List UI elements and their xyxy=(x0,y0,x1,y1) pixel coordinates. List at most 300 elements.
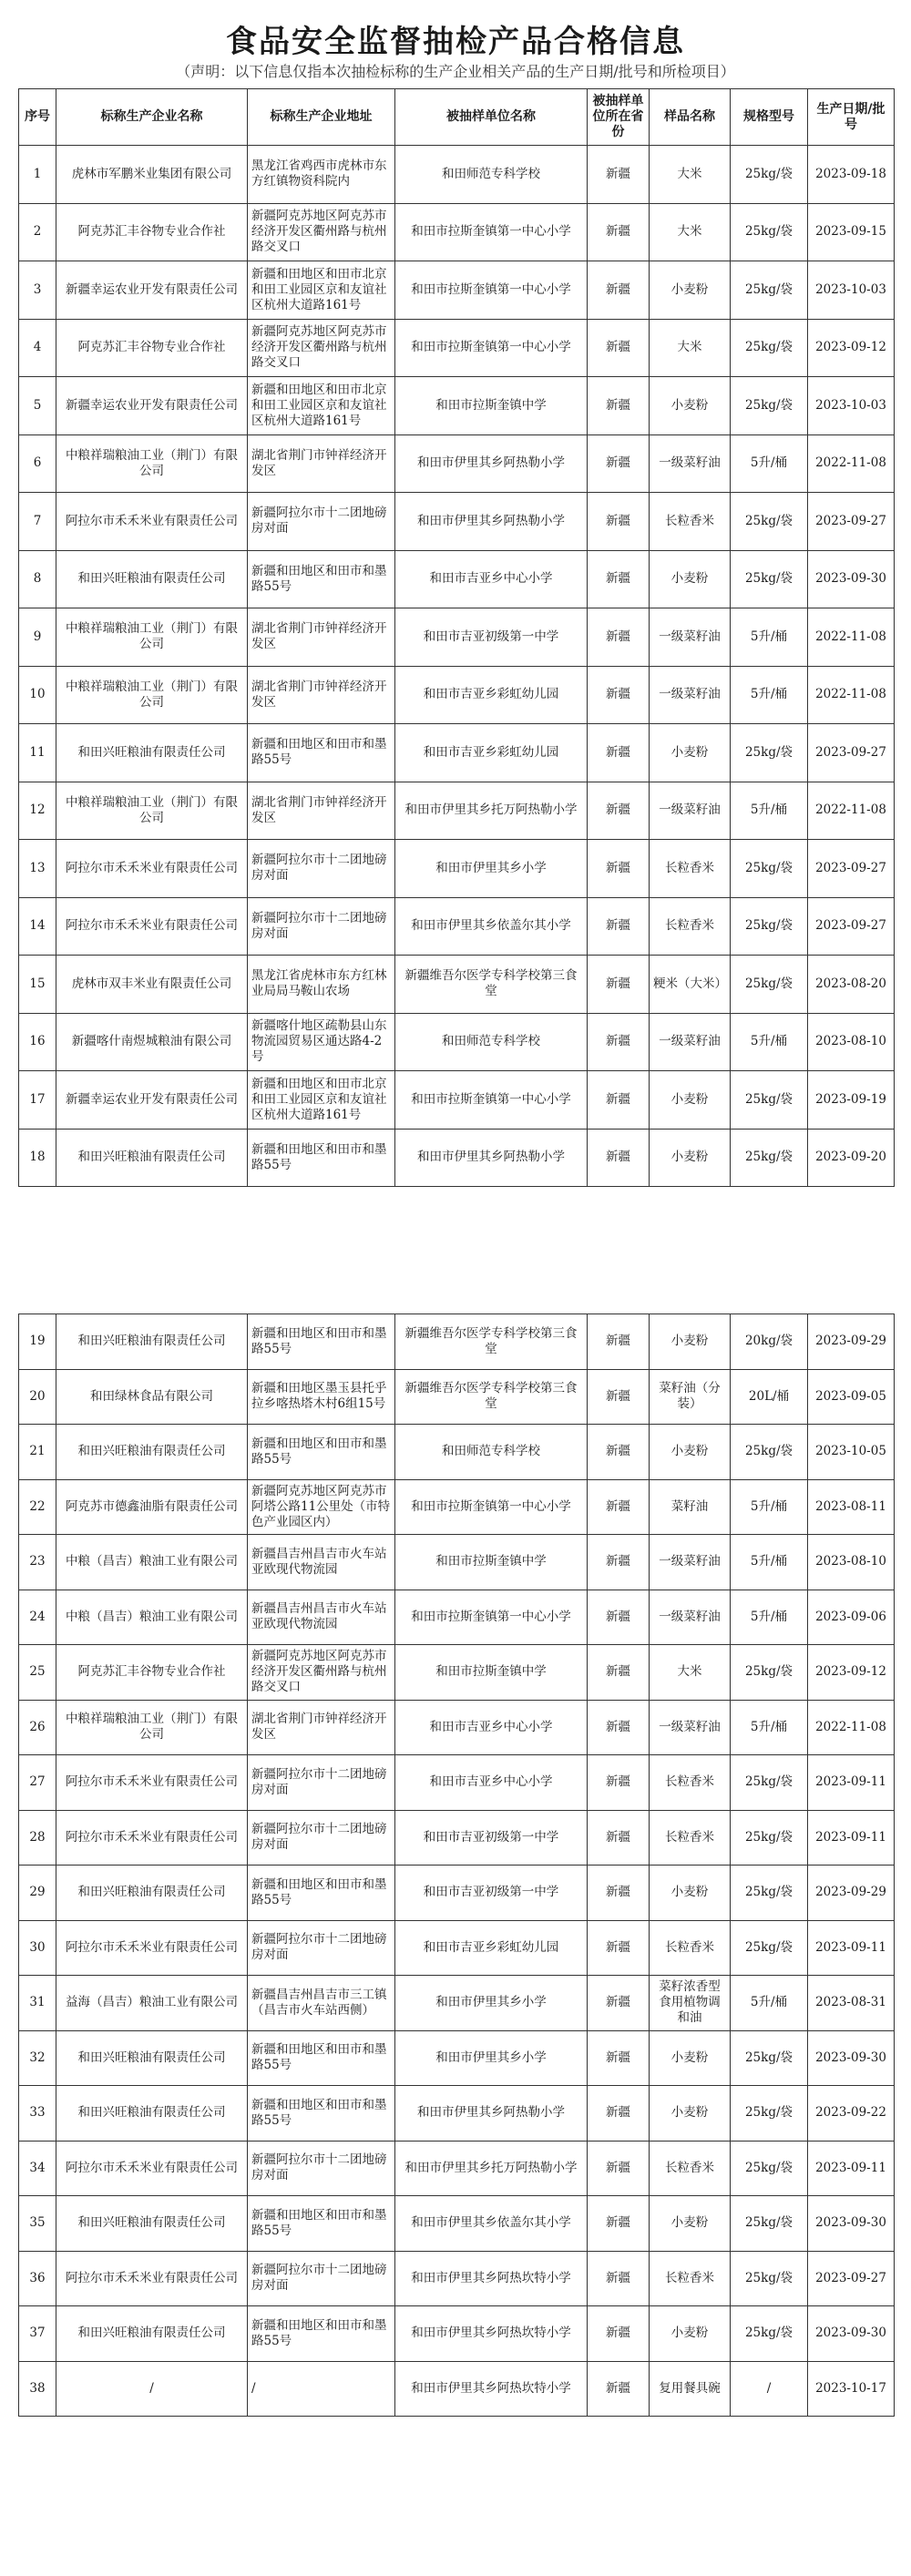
table-row xyxy=(19,1590,895,1645)
cell-production-date: 2023-08-31 xyxy=(808,1976,895,2031)
cell-production-date: 2023-09-27 xyxy=(808,493,895,551)
cell-manufacturer-address: 新疆喀什地区疏勒县山东物流园贸易区通达路4-2号 xyxy=(248,1013,395,1071)
cell-index: 25 xyxy=(19,1645,56,1701)
cell-sample-name: 一级菜籽油 xyxy=(650,1700,731,1755)
cell-manufacturer-name: 和田兴旺粮油有限责任公司 xyxy=(56,1866,248,1921)
cell-sampled-unit: 和田市伊里其乡阿热坎特小学 xyxy=(395,2251,588,2306)
header-production-date: 生产日期/批号 xyxy=(808,89,895,146)
cell-spec: 25kg/袋 xyxy=(731,1920,808,1976)
cell-province: 新疆 xyxy=(588,203,650,261)
header-sampled-unit: 被抽样单位名称 xyxy=(395,89,588,146)
cell-manufacturer-address: 新疆阿克苏地区阿克苏市经济开发区衢州路与杭州路交叉口 xyxy=(248,1645,395,1701)
cell-manufacturer-address: 新疆和田地区和田市和墨路55号 xyxy=(248,1314,395,1370)
cell-province: 新疆 xyxy=(588,897,650,956)
cell-production-date: 2023-09-29 xyxy=(808,1866,895,1921)
cell-province: 新疆 xyxy=(588,493,650,551)
cell-manufacturer-name: 阿拉尔市禾禾米业有限责任公司 xyxy=(56,840,248,898)
table-row xyxy=(19,1369,895,1425)
cell-spec: 25kg/袋 xyxy=(731,1071,808,1130)
table-row xyxy=(19,1129,895,1187)
cell-spec: 25kg/袋 xyxy=(731,2086,808,2142)
cell-sample-name: 大米 xyxy=(650,1645,731,1701)
cell-production-date: 2023-10-03 xyxy=(808,377,895,435)
cell-production-date: 2023-09-27 xyxy=(808,897,895,956)
cell-manufacturer-name: 虎林市双丰米业有限责任公司 xyxy=(56,956,248,1014)
cell-manufacturer-address: 新疆和田地区和田市北京和田工业园区京和友谊社区杭州大道路161号 xyxy=(248,377,395,435)
cell-province: 新疆 xyxy=(588,1700,650,1755)
cell-production-date: 2023-09-11 xyxy=(808,1920,895,1976)
cell-spec: 5升/桶 xyxy=(731,782,808,840)
cell-index: 11 xyxy=(19,724,56,782)
cell-index: 16 xyxy=(19,1013,56,1071)
cell-province: 新疆 xyxy=(588,2141,650,2196)
header-manufacturer-address: 标称生产企业地址 xyxy=(248,89,395,146)
cell-production-date: 2023-09-11 xyxy=(808,1755,895,1811)
cell-index: 28 xyxy=(19,1810,56,1866)
cell-manufacturer-name: 益海（昌吉）粮油工业有限公司 xyxy=(56,1976,248,2031)
cell-manufacturer-name: 新疆幸运农业开发有限责任公司 xyxy=(56,1071,248,1130)
cell-spec: 25kg/袋 xyxy=(731,2196,808,2252)
cell-manufacturer-address: 新疆和田地区和田市和墨路55号 xyxy=(248,724,395,782)
cell-manufacturer-address: 湖北省荆门市钟祥经济开发区 xyxy=(248,608,395,667)
cell-sample-name: 长粒香米 xyxy=(650,1810,731,1866)
cell-production-date: 2023-09-20 xyxy=(808,1129,895,1187)
cell-province: 新疆 xyxy=(588,666,650,724)
cell-manufacturer-name: 阿拉尔市禾禾米业有限责任公司 xyxy=(56,1920,248,1976)
cell-sampled-unit: 和田市伊里其乡依盖尔其小学 xyxy=(395,2196,588,2252)
cell-manufacturer-name: 阿拉尔市禾禾米业有限责任公司 xyxy=(56,897,248,956)
cell-province: 新疆 xyxy=(588,1645,650,1701)
cell-manufacturer-name: 和田兴旺粮油有限责任公司 xyxy=(56,724,248,782)
cell-manufacturer-address: 湖北省荆门市钟祥经济开发区 xyxy=(248,666,395,724)
cell-manufacturer-address: 新疆和田地区和田市北京和田工业园区京和友谊社区杭州大道路161号 xyxy=(248,1071,395,1130)
cell-province: 新疆 xyxy=(588,2361,650,2417)
header-sample-name: 样品名称 xyxy=(650,89,731,146)
cell-manufacturer-name: 和田兴旺粮油有限责任公司 xyxy=(56,1129,248,1187)
table-row xyxy=(19,2030,895,2086)
cell-index: 24 xyxy=(19,1590,56,1645)
cell-sampled-unit: 和田市拉斯奎镇中学 xyxy=(395,377,588,435)
cell-manufacturer-address: 新疆阿克苏地区阿克苏市阿塔公路11公里处（市特色产业园区内） xyxy=(248,1479,395,1535)
cell-index: 38 xyxy=(19,2361,56,2417)
cell-sample-name: 大米 xyxy=(650,203,731,261)
cell-index: 12 xyxy=(19,782,56,840)
cell-province: 新疆 xyxy=(588,1479,650,1535)
cell-index: 33 xyxy=(19,2086,56,2142)
cell-index: 31 xyxy=(19,1976,56,2031)
cell-sampled-unit: 新疆维吾尔医学专科学校第三食堂 xyxy=(395,1369,588,1425)
cell-index: 35 xyxy=(19,2196,56,2252)
cell-manufacturer-address: 新疆阿拉尔市十二团地磅房对面 xyxy=(248,840,395,898)
cell-province: 新疆 xyxy=(588,782,650,840)
cell-manufacturer-address: 新疆昌吉州昌吉市火车站亚欧现代物流园 xyxy=(248,1590,395,1645)
cell-province: 新疆 xyxy=(588,1810,650,1866)
table-row xyxy=(19,377,895,435)
cell-production-date: 2022-11-08 xyxy=(808,608,895,667)
cell-production-date: 2023-09-12 xyxy=(808,319,895,377)
cell-sampled-unit: 和田师范专科学校 xyxy=(395,1013,588,1071)
cell-index: 34 xyxy=(19,2141,56,2196)
cell-spec: 25kg/袋 xyxy=(731,1425,808,1480)
cell-province: 新疆 xyxy=(588,261,650,320)
cell-production-date: 2023-09-27 xyxy=(808,724,895,782)
cell-manufacturer-address: 新疆昌吉州昌吉市三工镇（昌吉市火车站西侧） xyxy=(248,1976,395,2031)
cell-province: 新疆 xyxy=(588,2306,650,2362)
table-row xyxy=(19,1314,895,1370)
cell-sample-name: 长粒香米 xyxy=(650,1920,731,1976)
table-row xyxy=(19,2141,895,2196)
cell-sampled-unit: 和田市吉亚乡彩虹幼儿园 xyxy=(395,666,588,724)
cell-manufacturer-name: 阿拉尔市禾禾米业有限责任公司 xyxy=(56,2251,248,2306)
table-row xyxy=(19,840,895,898)
cell-production-date: 2023-09-05 xyxy=(808,1369,895,1425)
cell-sample-name: 小麦粉 xyxy=(650,1314,731,1370)
cell-manufacturer-address: 黑龙江省虎林市东方红林业局局马鞍山农场 xyxy=(248,956,395,1014)
cell-index: 18 xyxy=(19,1129,56,1187)
cell-index: 2 xyxy=(19,203,56,261)
cell-sampled-unit: 和田市吉亚初级第一中学 xyxy=(395,1866,588,1921)
cell-production-date: 2023-09-06 xyxy=(808,1590,895,1645)
table-row xyxy=(19,897,895,956)
cell-spec: 25kg/袋 xyxy=(731,550,808,608)
cell-manufacturer-name: 阿克苏汇丰谷物专业合作社 xyxy=(56,1645,248,1701)
cell-manufacturer-name: 阿拉尔市禾禾米业有限责任公司 xyxy=(56,1755,248,1811)
cell-sample-name: 长粒香米 xyxy=(650,2141,731,2196)
cell-spec: 5升/桶 xyxy=(731,1976,808,2031)
cell-sample-name: 长粒香米 xyxy=(650,840,731,898)
cell-index: 21 xyxy=(19,1425,56,1480)
cell-sampled-unit: 和田市拉斯奎镇中学 xyxy=(395,1645,588,1701)
cell-manufacturer-name: 阿拉尔市禾禾米业有限责任公司 xyxy=(56,1810,248,1866)
cell-index: 27 xyxy=(19,1755,56,1811)
cell-spec: 25kg/袋 xyxy=(731,319,808,377)
cell-spec: 25kg/袋 xyxy=(731,1129,808,1187)
cell-manufacturer-address: 新疆和田地区墨玉县托乎拉乡喀热塔木村6组15号 xyxy=(248,1369,395,1425)
cell-manufacturer-address: 新疆阿拉尔市十二团地磅房对面 xyxy=(248,493,395,551)
cell-sample-name: 小麦粉 xyxy=(650,1129,731,1187)
cell-manufacturer-name: 新疆幸运农业开发有限责任公司 xyxy=(56,261,248,320)
cell-spec: 5升/桶 xyxy=(731,1590,808,1645)
cell-province: 新疆 xyxy=(588,1920,650,1976)
table-row xyxy=(19,2361,895,2417)
results-table-part-1 xyxy=(18,88,895,1187)
cell-sample-name: 一级菜籽油 xyxy=(650,1013,731,1071)
disclaimer-note: （声明：以下信息仅指本次抽检标称的生产企业相关产品的生产日期/批号和所检项目） xyxy=(176,63,735,80)
cell-index: 10 xyxy=(19,666,56,724)
header-spec: 规格型号 xyxy=(731,89,808,146)
cell-sample-name: 一级菜籽油 xyxy=(650,1590,731,1645)
cell-province: 新疆 xyxy=(588,1129,650,1187)
cell-sampled-unit: 和田市吉亚初级第一中学 xyxy=(395,608,588,667)
cell-spec: 25kg/袋 xyxy=(731,261,808,320)
cell-manufacturer-address: 新疆阿拉尔市十二团地磅房对面 xyxy=(248,1920,395,1976)
cell-index: 30 xyxy=(19,1920,56,1976)
cell-sampled-unit: 和田市伊里其乡小学 xyxy=(395,1976,588,2031)
cell-sampled-unit: 和田市拉斯奎镇第一中心小学 xyxy=(395,1479,588,1535)
cell-manufacturer-name: 和田兴旺粮油有限责任公司 xyxy=(56,1314,248,1370)
cell-province: 新疆 xyxy=(588,2030,650,2086)
cell-production-date: 2023-09-30 xyxy=(808,2306,895,2362)
cell-sampled-unit: 和田市伊里其乡阿热勒小学 xyxy=(395,2086,588,2142)
table-row xyxy=(19,493,895,551)
cell-spec: 25kg/袋 xyxy=(731,203,808,261)
cell-index: 8 xyxy=(19,550,56,608)
cell-spec: 5升/桶 xyxy=(731,608,808,667)
cell-manufacturer-name: 阿克苏市德鑫油脂有限责任公司 xyxy=(56,1479,248,1535)
table-row xyxy=(19,1425,895,1480)
cell-sampled-unit: 和田市伊里其乡依盖尔其小学 xyxy=(395,897,588,956)
cell-spec: 25kg/袋 xyxy=(731,840,808,898)
cell-production-date: 2023-09-12 xyxy=(808,1645,895,1701)
table-row xyxy=(19,261,895,320)
table-row xyxy=(19,1479,895,1535)
cell-manufacturer-name: / xyxy=(56,2361,248,2417)
cell-manufacturer-address: 新疆阿克苏地区阿克苏市经济开发区衢州路与杭州路交叉口 xyxy=(248,319,395,377)
cell-sample-name: 粳米（大米） xyxy=(650,956,731,1014)
cell-spec: 5升/桶 xyxy=(731,666,808,724)
cell-production-date: 2023-10-03 xyxy=(808,261,895,320)
cell-province: 新疆 xyxy=(588,2086,650,2142)
cell-production-date: 2023-09-11 xyxy=(808,1810,895,1866)
cell-sample-name: 一级菜籽油 xyxy=(650,1535,731,1590)
cell-index: 20 xyxy=(19,1369,56,1425)
cell-province: 新疆 xyxy=(588,956,650,1014)
cell-production-date: 2023-09-18 xyxy=(808,146,895,204)
cell-spec: 20kg/袋 xyxy=(731,1314,808,1370)
cell-province: 新疆 xyxy=(588,146,650,204)
cell-sampled-unit: 和田市伊里其乡阿热坎特小学 xyxy=(395,2361,588,2417)
cell-sampled-unit: 和田市伊里其乡阿热勒小学 xyxy=(395,1129,588,1187)
cell-sampled-unit: 和田市拉斯奎镇第一中心小学 xyxy=(395,1590,588,1645)
cell-manufacturer-address: 湖北省荆门市钟祥经济开发区 xyxy=(248,434,395,493)
cell-sample-name: 菜籽油 xyxy=(650,1479,731,1535)
cell-sample-name: 长粒香米 xyxy=(650,897,731,956)
cell-sample-name: 小麦粉 xyxy=(650,2030,731,2086)
cell-production-date: 2023-09-27 xyxy=(808,2251,895,2306)
cell-index: 23 xyxy=(19,1535,56,1590)
cell-manufacturer-address: / xyxy=(248,2361,395,2417)
cell-manufacturer-name: 和田兴旺粮油有限责任公司 xyxy=(56,2086,248,2142)
cell-index: 9 xyxy=(19,608,56,667)
cell-sampled-unit: 和田市拉斯奎镇第一中心小学 xyxy=(395,1071,588,1130)
cell-sampled-unit: 和田市吉亚乡中心小学 xyxy=(395,1700,588,1755)
cell-manufacturer-address: 新疆和田地区和田市和墨路55号 xyxy=(248,1866,395,1921)
cell-province: 新疆 xyxy=(588,377,650,435)
cell-manufacturer-name: 中粮祥瑞粮油工业（荆门）有限公司 xyxy=(56,1700,248,1755)
table-row xyxy=(19,1755,895,1811)
cell-province: 新疆 xyxy=(588,1425,650,1480)
cell-production-date: 2023-08-10 xyxy=(808,1013,895,1071)
table-row xyxy=(19,434,895,493)
cell-manufacturer-address: 新疆和田地区和田市和墨路55号 xyxy=(248,550,395,608)
cell-sample-name: 菜籽浓香型食用植物调和油 xyxy=(650,1976,731,2031)
cell-spec: 25kg/袋 xyxy=(731,2306,808,2362)
cell-production-date: 2022-11-08 xyxy=(808,434,895,493)
cell-sampled-unit: 和田师范专科学校 xyxy=(395,146,588,204)
table-row xyxy=(19,956,895,1014)
cell-sample-name: 小麦粉 xyxy=(650,1071,731,1130)
cell-index: 36 xyxy=(19,2251,56,2306)
cell-manufacturer-address: 新疆和田地区和田市和墨路55号 xyxy=(248,2196,395,2252)
cell-manufacturer-name: 中粮祥瑞粮油工业（荆门）有限公司 xyxy=(56,782,248,840)
cell-sample-name: 一级菜籽油 xyxy=(650,434,731,493)
cell-manufacturer-address: 新疆阿拉尔市十二团地磅房对面 xyxy=(248,2251,395,2306)
table-row xyxy=(19,319,895,377)
cell-sampled-unit: 和田师范专科学校 xyxy=(395,1425,588,1480)
cell-production-date: 2023-09-30 xyxy=(808,2196,895,2252)
cell-production-date: 2023-09-22 xyxy=(808,2086,895,2142)
cell-manufacturer-name: 中粮（昌吉）粮油工业有限公司 xyxy=(56,1535,248,1590)
cell-manufacturer-address: 新疆和田地区和田市和墨路55号 xyxy=(248,1425,395,1480)
cell-sampled-unit: 和田市吉亚乡中心小学 xyxy=(395,1755,588,1811)
cell-sample-name: 长粒香米 xyxy=(650,1755,731,1811)
cell-spec: 25kg/袋 xyxy=(731,1645,808,1701)
cell-index: 37 xyxy=(19,2306,56,2362)
page-title: 食品安全监督抽检产品合格信息 xyxy=(226,24,685,60)
cell-index: 13 xyxy=(19,840,56,898)
table-row xyxy=(19,1013,895,1071)
table-row xyxy=(19,1645,895,1701)
cell-manufacturer-name: 新疆幸运农业开发有限责任公司 xyxy=(56,377,248,435)
table-row xyxy=(19,782,895,840)
cell-sample-name: 一级菜籽油 xyxy=(650,782,731,840)
cell-manufacturer-name: 中粮祥瑞粮油工业（荆门）有限公司 xyxy=(56,434,248,493)
cell-production-date: 2023-10-17 xyxy=(808,2361,895,2417)
cell-index: 4 xyxy=(19,319,56,377)
cell-manufacturer-address: 湖北省荆门市钟祥经济开发区 xyxy=(248,782,395,840)
cell-spec: 5升/桶 xyxy=(731,1479,808,1535)
cell-manufacturer-name: 中粮（昌吉）粮油工业有限公司 xyxy=(56,1590,248,1645)
cell-sample-name: 小麦粉 xyxy=(650,1866,731,1921)
cell-sampled-unit: 和田市吉亚乡中心小学 xyxy=(395,550,588,608)
table-row xyxy=(19,550,895,608)
cell-sampled-unit: 和田市伊里其乡托万阿热勒小学 xyxy=(395,2141,588,2196)
cell-province: 新疆 xyxy=(588,2196,650,2252)
cell-manufacturer-address: 黑龙江省鸡西市虎林市东方红镇物资科院内 xyxy=(248,146,395,204)
table-row xyxy=(19,1920,895,1976)
cell-sample-name: 一级菜籽油 xyxy=(650,666,731,724)
cell-manufacturer-name: 中粮祥瑞粮油工业（荆门）有限公司 xyxy=(56,666,248,724)
table-row xyxy=(19,1700,895,1755)
cell-manufacturer-name: 新疆喀什南煜城粮油有限公司 xyxy=(56,1013,248,1071)
cell-province: 新疆 xyxy=(588,608,650,667)
table-row xyxy=(19,2251,895,2306)
cell-sample-name: 长粒香米 xyxy=(650,2251,731,2306)
cell-province: 新疆 xyxy=(588,1314,650,1370)
cell-sampled-unit: 和田市拉斯奎镇中学 xyxy=(395,1535,588,1590)
cell-index: 3 xyxy=(19,261,56,320)
cell-manufacturer-name: 和田绿林食品有限公司 xyxy=(56,1369,248,1425)
cell-index: 6 xyxy=(19,434,56,493)
cell-manufacturer-address: 新疆和田地区和田市和墨路55号 xyxy=(248,2086,395,2142)
table-row xyxy=(19,666,895,724)
table-row xyxy=(19,2196,895,2252)
table-header-row xyxy=(19,89,895,146)
table-row xyxy=(19,724,895,782)
cell-production-date: 2023-08-10 xyxy=(808,1535,895,1590)
cell-province: 新疆 xyxy=(588,840,650,898)
cell-sampled-unit: 和田市伊里其乡阿热勒小学 xyxy=(395,493,588,551)
cell-sampled-unit: 和田市拉斯奎镇第一中心小学 xyxy=(395,319,588,377)
table-row xyxy=(19,1535,895,1590)
cell-province: 新疆 xyxy=(588,724,650,782)
cell-province: 新疆 xyxy=(588,1013,650,1071)
header-manufacturer-name: 标称生产企业名称 xyxy=(56,89,248,146)
cell-spec: 25kg/袋 xyxy=(731,1755,808,1811)
cell-production-date: 2023-08-11 xyxy=(808,1479,895,1535)
cell-spec: 5升/桶 xyxy=(731,434,808,493)
cell-sample-name: 长粒香米 xyxy=(650,493,731,551)
cell-sampled-unit: 和田市吉亚乡彩虹幼儿园 xyxy=(395,1920,588,1976)
cell-manufacturer-name: 和田兴旺粮油有限责任公司 xyxy=(56,2306,248,2362)
cell-sample-name: 小麦粉 xyxy=(650,377,731,435)
cell-index: 1 xyxy=(19,146,56,204)
cell-sampled-unit: 和田市伊里其乡托万阿热勒小学 xyxy=(395,782,588,840)
cell-manufacturer-address: 湖北省荆门市钟祥经济开发区 xyxy=(248,1700,395,1755)
cell-manufacturer-name: 阿克苏汇丰谷物专业合作社 xyxy=(56,203,248,261)
cell-manufacturer-name: 阿拉尔市禾禾米业有限责任公司 xyxy=(56,493,248,551)
table-row xyxy=(19,146,895,204)
table-row xyxy=(19,2086,895,2142)
cell-sampled-unit: 新疆维吾尔医学专科学校第三食堂 xyxy=(395,1314,588,1370)
cell-index: 7 xyxy=(19,493,56,551)
cell-spec: / xyxy=(731,2361,808,2417)
cell-spec: 25kg/袋 xyxy=(731,146,808,204)
cell-production-date: 2023-09-19 xyxy=(808,1071,895,1130)
table-row xyxy=(19,1810,895,1866)
cell-sampled-unit: 和田市拉斯奎镇第一中心小学 xyxy=(395,203,588,261)
cell-sample-name: 小麦粉 xyxy=(650,2196,731,2252)
cell-province: 新疆 xyxy=(588,1369,650,1425)
table-row xyxy=(19,608,895,667)
cell-production-date: 2023-09-15 xyxy=(808,203,895,261)
cell-manufacturer-address: 新疆阿拉尔市十二团地磅房对面 xyxy=(248,1755,395,1811)
cell-production-date: 2022-11-08 xyxy=(808,666,895,724)
cell-spec: 25kg/袋 xyxy=(731,2141,808,2196)
cell-sampled-unit: 和田市拉斯奎镇第一中心小学 xyxy=(395,261,588,320)
cell-sample-name: 小麦粉 xyxy=(650,2086,731,2142)
header-index: 序号 xyxy=(19,89,56,146)
cell-production-date: 2023-10-05 xyxy=(808,1425,895,1480)
cell-sample-name: 一级菜籽油 xyxy=(650,608,731,667)
cell-manufacturer-name: 阿克苏汇丰谷物专业合作社 xyxy=(56,319,248,377)
cell-sampled-unit: 和田市吉亚乡彩虹幼儿园 xyxy=(395,724,588,782)
cell-spec: 25kg/袋 xyxy=(731,2030,808,2086)
cell-index: 15 xyxy=(19,956,56,1014)
cell-spec: 5升/桶 xyxy=(731,1013,808,1071)
cell-spec: 25kg/袋 xyxy=(731,377,808,435)
table-row xyxy=(19,203,895,261)
cell-manufacturer-name: 和田兴旺粮油有限责任公司 xyxy=(56,550,248,608)
cell-spec: 5升/桶 xyxy=(731,1700,808,1755)
cell-sample-name: 小麦粉 xyxy=(650,2306,731,2362)
cell-sample-name: 小麦粉 xyxy=(650,1425,731,1480)
cell-sample-name: 小麦粉 xyxy=(650,550,731,608)
cell-sample-name: 大米 xyxy=(650,319,731,377)
cell-manufacturer-address: 新疆阿拉尔市十二团地磅房对面 xyxy=(248,2141,395,2196)
cell-spec: 25kg/袋 xyxy=(731,897,808,956)
cell-index: 5 xyxy=(19,377,56,435)
table-row xyxy=(19,1071,895,1130)
cell-sample-name: 小麦粉 xyxy=(650,261,731,320)
cell-index: 29 xyxy=(19,1866,56,1921)
cell-sample-name: 大米 xyxy=(650,146,731,204)
cell-sampled-unit: 新疆维吾尔医学专科学校第三食堂 xyxy=(395,956,588,1014)
cell-spec: 25kg/袋 xyxy=(731,724,808,782)
cell-production-date: 2022-11-08 xyxy=(808,782,895,840)
header-province: 被抽样单位所在省份 xyxy=(588,89,650,146)
cell-index: 22 xyxy=(19,1479,56,1535)
